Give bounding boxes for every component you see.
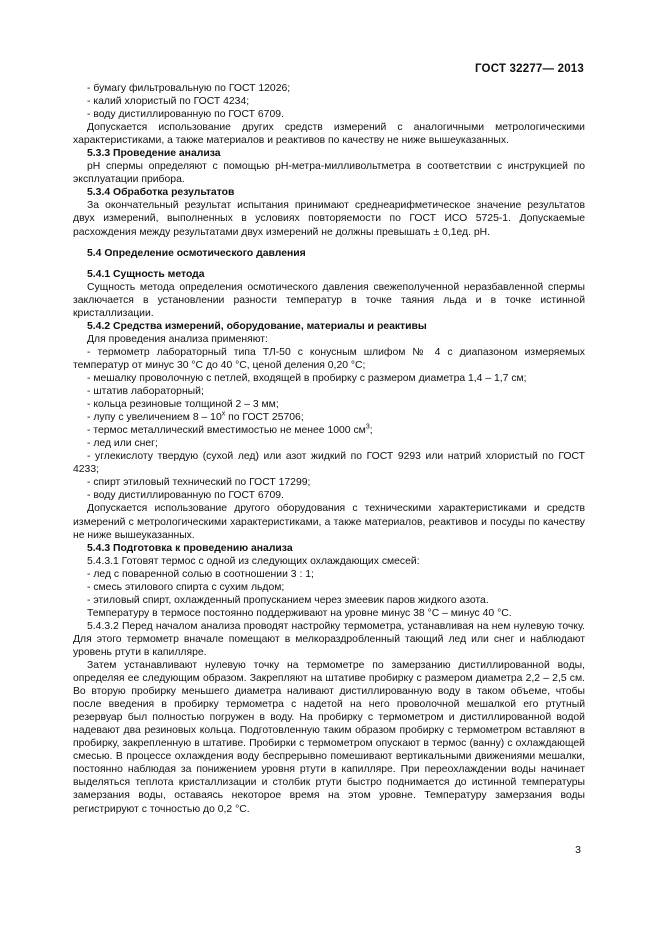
list-item: - лед или снег; bbox=[87, 438, 158, 450]
paragraph: 5.4.3.2 Перед началом анализа проводят настройку термометра, устанавливая на нем нулевую точку. Для этого термометр вначале помещают в мелкораздробленный тающий лед или снег и наблюдают уровень ртути в капилляре. bbox=[73, 620, 585, 658]
list-item: - воду дистиллированную по ГОСТ 6709. bbox=[87, 490, 284, 502]
superscript: x bbox=[221, 410, 226, 418]
list-item bbox=[73, 424, 585, 437]
paragraph: Для проведения анализа применяют: bbox=[87, 333, 268, 345]
list-item-text: - термос металлический вместимостью не менее 1000 см bbox=[87, 425, 366, 437]
list-item: - термометр лабораторный типа ТЛ-50 с конусным шлифом № 4 с диапазоном измеряемых температур от минус 30 °С до 40 °С, ценой деления 0,20 °С; bbox=[73, 346, 585, 371]
list-item-text: ; bbox=[369, 425, 373, 437]
list-item: - спирт этиловый технический по ГОСТ 17299; bbox=[87, 477, 311, 489]
list-item: - калий хлористый по ГОСТ 4234; bbox=[87, 96, 250, 108]
section-heading: 5.3.3 Проведение анализа bbox=[87, 148, 221, 160]
document-body bbox=[73, 82, 585, 816]
list-item: - углекислоту твердую (сухой лед) или азот жидкий по ГОСТ 9293 или натрий хлористый по ГОСТ 4233; bbox=[73, 451, 585, 476]
list-item: - лед с поваренной солью в соотношении 3 : 1; bbox=[87, 568, 314, 580]
paragraph: За окончательный результат испытания принимают среднеарифметическое значение результатов двух измерений, выполненных в условиях повторяемости по ГОСТ ИСО 5725-1. Допускаемые расхождения между результатами двух измерений не должны превышать ± 0,1ед. pH. bbox=[73, 200, 585, 238]
section-heading: 5.4 Определение осмотического давления bbox=[87, 247, 306, 259]
document-code-header: ГОСТ 32277— 2013 bbox=[474, 63, 584, 75]
list-item: - кольца резиновые толщиной 2 – 3 мм; bbox=[87, 399, 279, 411]
list-item: - воду дистиллированную по ГОСТ 6709. bbox=[87, 109, 284, 121]
paragraph: Сущность метода определения осмотического давления свежеполученной неразбавленной спермы заключается в установлении разности температур в точке таяния льда и в точке истинной кристаллизации. bbox=[73, 281, 585, 319]
list-item-text: - лупу с увеличением 8 – 10 bbox=[87, 412, 222, 424]
list-item: - мешалку проволочную с петлей, входящей в пробирку с размером диаметра 1,4 – 1,7 см; bbox=[87, 372, 527, 384]
paragraph: Допускается использование другого оборудования с техническими характеристиками и средств измерений с метрологическими характеристиками, а также материалов, реактивов и посуды по качеству не ниже вышеуказанных. bbox=[73, 503, 585, 541]
superscript: 3 bbox=[365, 423, 370, 431]
paragraph: Температуру в термосе постоянно поддерживают на уровне минус 38 °С – минус 40 °С. bbox=[87, 607, 512, 619]
list-item: - смесь этилового спирта с сухим льдом; bbox=[87, 581, 285, 593]
page-number: 3 bbox=[575, 844, 581, 856]
paragraph: Затем устанавливают нулевую точку на термометре по замерзанию дистиллированной воды, определяя ее следующим образом. Закрепляют на штативе пробирку с размером диаметра 2,2 – 2,5 см. Во вторую пробирку меньшего диаметра наливают дистиллированную воду в таком объеме, чтобы после введения в пробирку термометра с надетой на него проволочной мешалкой его ртутный резервуар был полностью погружен в воду. На пробирку с термометром и дистиллированной водой надевают два резиновых кольца. Подготовленную таким образом пробирку с термометром вставляют в пробирку, закрепленную в штативе. Пробирки с термометром опускают в термос (ванну) с охлаждающей смесью. В процессе охлаждения воду беспрерывно помешивают вертикальными движениями мешалки, постоянно наблюдая за понижением уровня ртути в капилляре. При переохлаждении воды начинает выделяться теплота кристаллизации и столбик ртути быстро поднимается до истинной температуры замерзания воды, оставаясь некоторое время на этом уровне. Температуру замерзания воды регистрируют с точностью до 0,2 °С. bbox=[73, 660, 585, 815]
section-heading: 5.4.2 Средства измерений, оборудование, материалы и реактивы bbox=[87, 320, 427, 332]
list-item-text: по ГОСТ 25706; bbox=[225, 412, 304, 424]
paragraph: Допускается использование других средств измерений с аналогичными метрологическими характеристиками, а также материалов и реактивов по качеству не ниже вышеуказанных. bbox=[73, 122, 585, 147]
paragraph: pH спермы определяют с помощью pH-метра-милливольтметра в соответствии с инструкцией по эксплуатации прибора. bbox=[73, 161, 585, 186]
list-item: - штатив лабораторный; bbox=[87, 386, 204, 398]
list-item bbox=[73, 411, 585, 424]
list-item: - этиловый спирт, охлажденный пропусканием через змеевик паров жидкого азота. bbox=[87, 594, 489, 606]
list-item: - бумагу фильтровальную по ГОСТ 12026; bbox=[87, 83, 291, 94]
section-heading: 5.4.1 Сущность метода bbox=[87, 268, 205, 280]
paragraph: 5.4.3.1 Готовят термос с одной из следующих охлаждающих смесей: bbox=[87, 555, 420, 567]
section-heading: 5.4.3 Подготовка к проведению анализа bbox=[87, 542, 293, 554]
section-heading: 5.3.4 Обработка результатов bbox=[87, 187, 235, 199]
